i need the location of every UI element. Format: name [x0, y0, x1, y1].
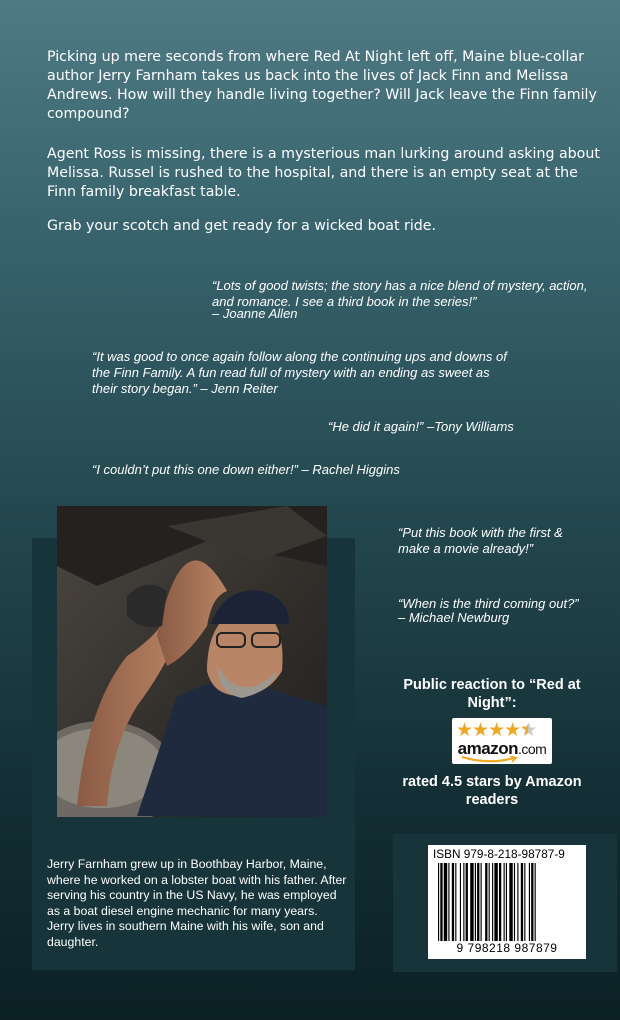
- rating-text: rated 4.5 stars by Amazon readers: [402, 774, 582, 808]
- quote-movie: “Put this book with the first & make a movie already!”: [398, 525, 563, 556]
- barcode-bar: [506, 863, 507, 941]
- barcode-bar: [448, 863, 449, 941]
- barcode-bar: [477, 863, 479, 941]
- blurb-paragraph-3: Grab your scotch and get ready for a wicked boat ride.: [47, 218, 437, 234]
- barcode-bar: [514, 863, 515, 941]
- quote-text: “Lots of good twists; the story has a nice blend of mystery, action, and romance. I see a third book in the series!”: [212, 278, 588, 309]
- barcode-bar: [509, 863, 512, 941]
- barcode-bar: [455, 863, 456, 941]
- barcode-bar: [475, 863, 476, 941]
- quote-text: “When is the third coming out?”: [398, 596, 579, 611]
- barcode-bar: [440, 863, 442, 941]
- amazon-logo: [452, 718, 552, 764]
- star-rating: ★★★★★ ★: [456, 720, 536, 740]
- quote-rachel-higgins: “I couldn’t put this one down either!” – Rachel Higgins: [92, 462, 400, 477]
- amazon-wordmark-suffix: .com: [517, 741, 547, 757]
- barcode-bar: [466, 863, 468, 941]
- barcode-bar: [535, 863, 536, 941]
- barcode-bars-icon: [438, 863, 576, 941]
- amazon-wordmark-main: amazon: [457, 739, 518, 758]
- barcode-bar: [452, 863, 454, 941]
- quote-attribution: – Michael Newburg: [398, 610, 510, 625]
- isbn-label: ISBN 979-8-218-98787-9: [433, 847, 565, 861]
- quote-attribution: – Joanne Allen: [212, 306, 298, 321]
- half-star-icon: ★ ★: [520, 719, 536, 741]
- isbn-barcode: [428, 845, 586, 959]
- barcode-bar: [504, 863, 505, 941]
- blurb-paragraph-2: Agent Ross is missing, there is a mysterious man lurking around asking about Melissa. Russel is rushed to the hospital, and there is an empty seat at the Finn family breakfast table.: [47, 146, 600, 200]
- barcode-bar: [470, 863, 473, 941]
- barcode-bar: [529, 863, 530, 941]
- barcode-bar: [460, 863, 461, 941]
- barcode-bar: [485, 863, 487, 941]
- author-photo-illustration: [57, 506, 327, 817]
- amazon-smile-icon: [460, 756, 520, 764]
- barcode-bar: [492, 863, 493, 941]
- reaction-heading: Public reaction to “Red at Night”:: [403, 677, 581, 711]
- barcode-bar: [531, 863, 533, 941]
- barcode-bar: [438, 863, 439, 941]
- barcode-bar: [517, 863, 518, 941]
- barcode-bar: [521, 863, 523, 941]
- barcode-bar: [499, 863, 501, 941]
- barcode-bar: [481, 863, 482, 941]
- barcode-bar: [494, 863, 497, 941]
- barcode-bar: [444, 863, 447, 941]
- quote-tony-williams: “He did it again!” –Tony Williams: [328, 419, 514, 434]
- barcode-digits: 9 798218 987879: [456, 941, 558, 955]
- barcode-bar: [463, 863, 464, 941]
- barcode-bar: [489, 863, 490, 941]
- author-bio: Jerry Farnham grew up in Boothbay Harbor, Maine, where he worked on a lobster boat with his father. After serving his country in the US Navy, he was employed as a boat diesel engine mechanic for many years. Jerry lives in southern Maine with his wife, son and daughter.: [47, 857, 347, 949]
- author-photo: [57, 506, 327, 817]
- barcode-bar: [524, 863, 525, 941]
- quote-jenn-reiter: “It was good to once again follow along the continuing ups and downs of the Finn Family. A fun read full of mystery with an ending as sweet as their story began.” – Jenn Reiter: [92, 349, 507, 396]
- blurb-paragraph-1: Picking up mere seconds from where Red At Night left off, Maine blue-collar author Jerry Farnham takes us back into the lives of Jack Finn and Melissa Andrews. How will they handle living together? Will Jack leave the Finn family compound?: [47, 49, 597, 122]
